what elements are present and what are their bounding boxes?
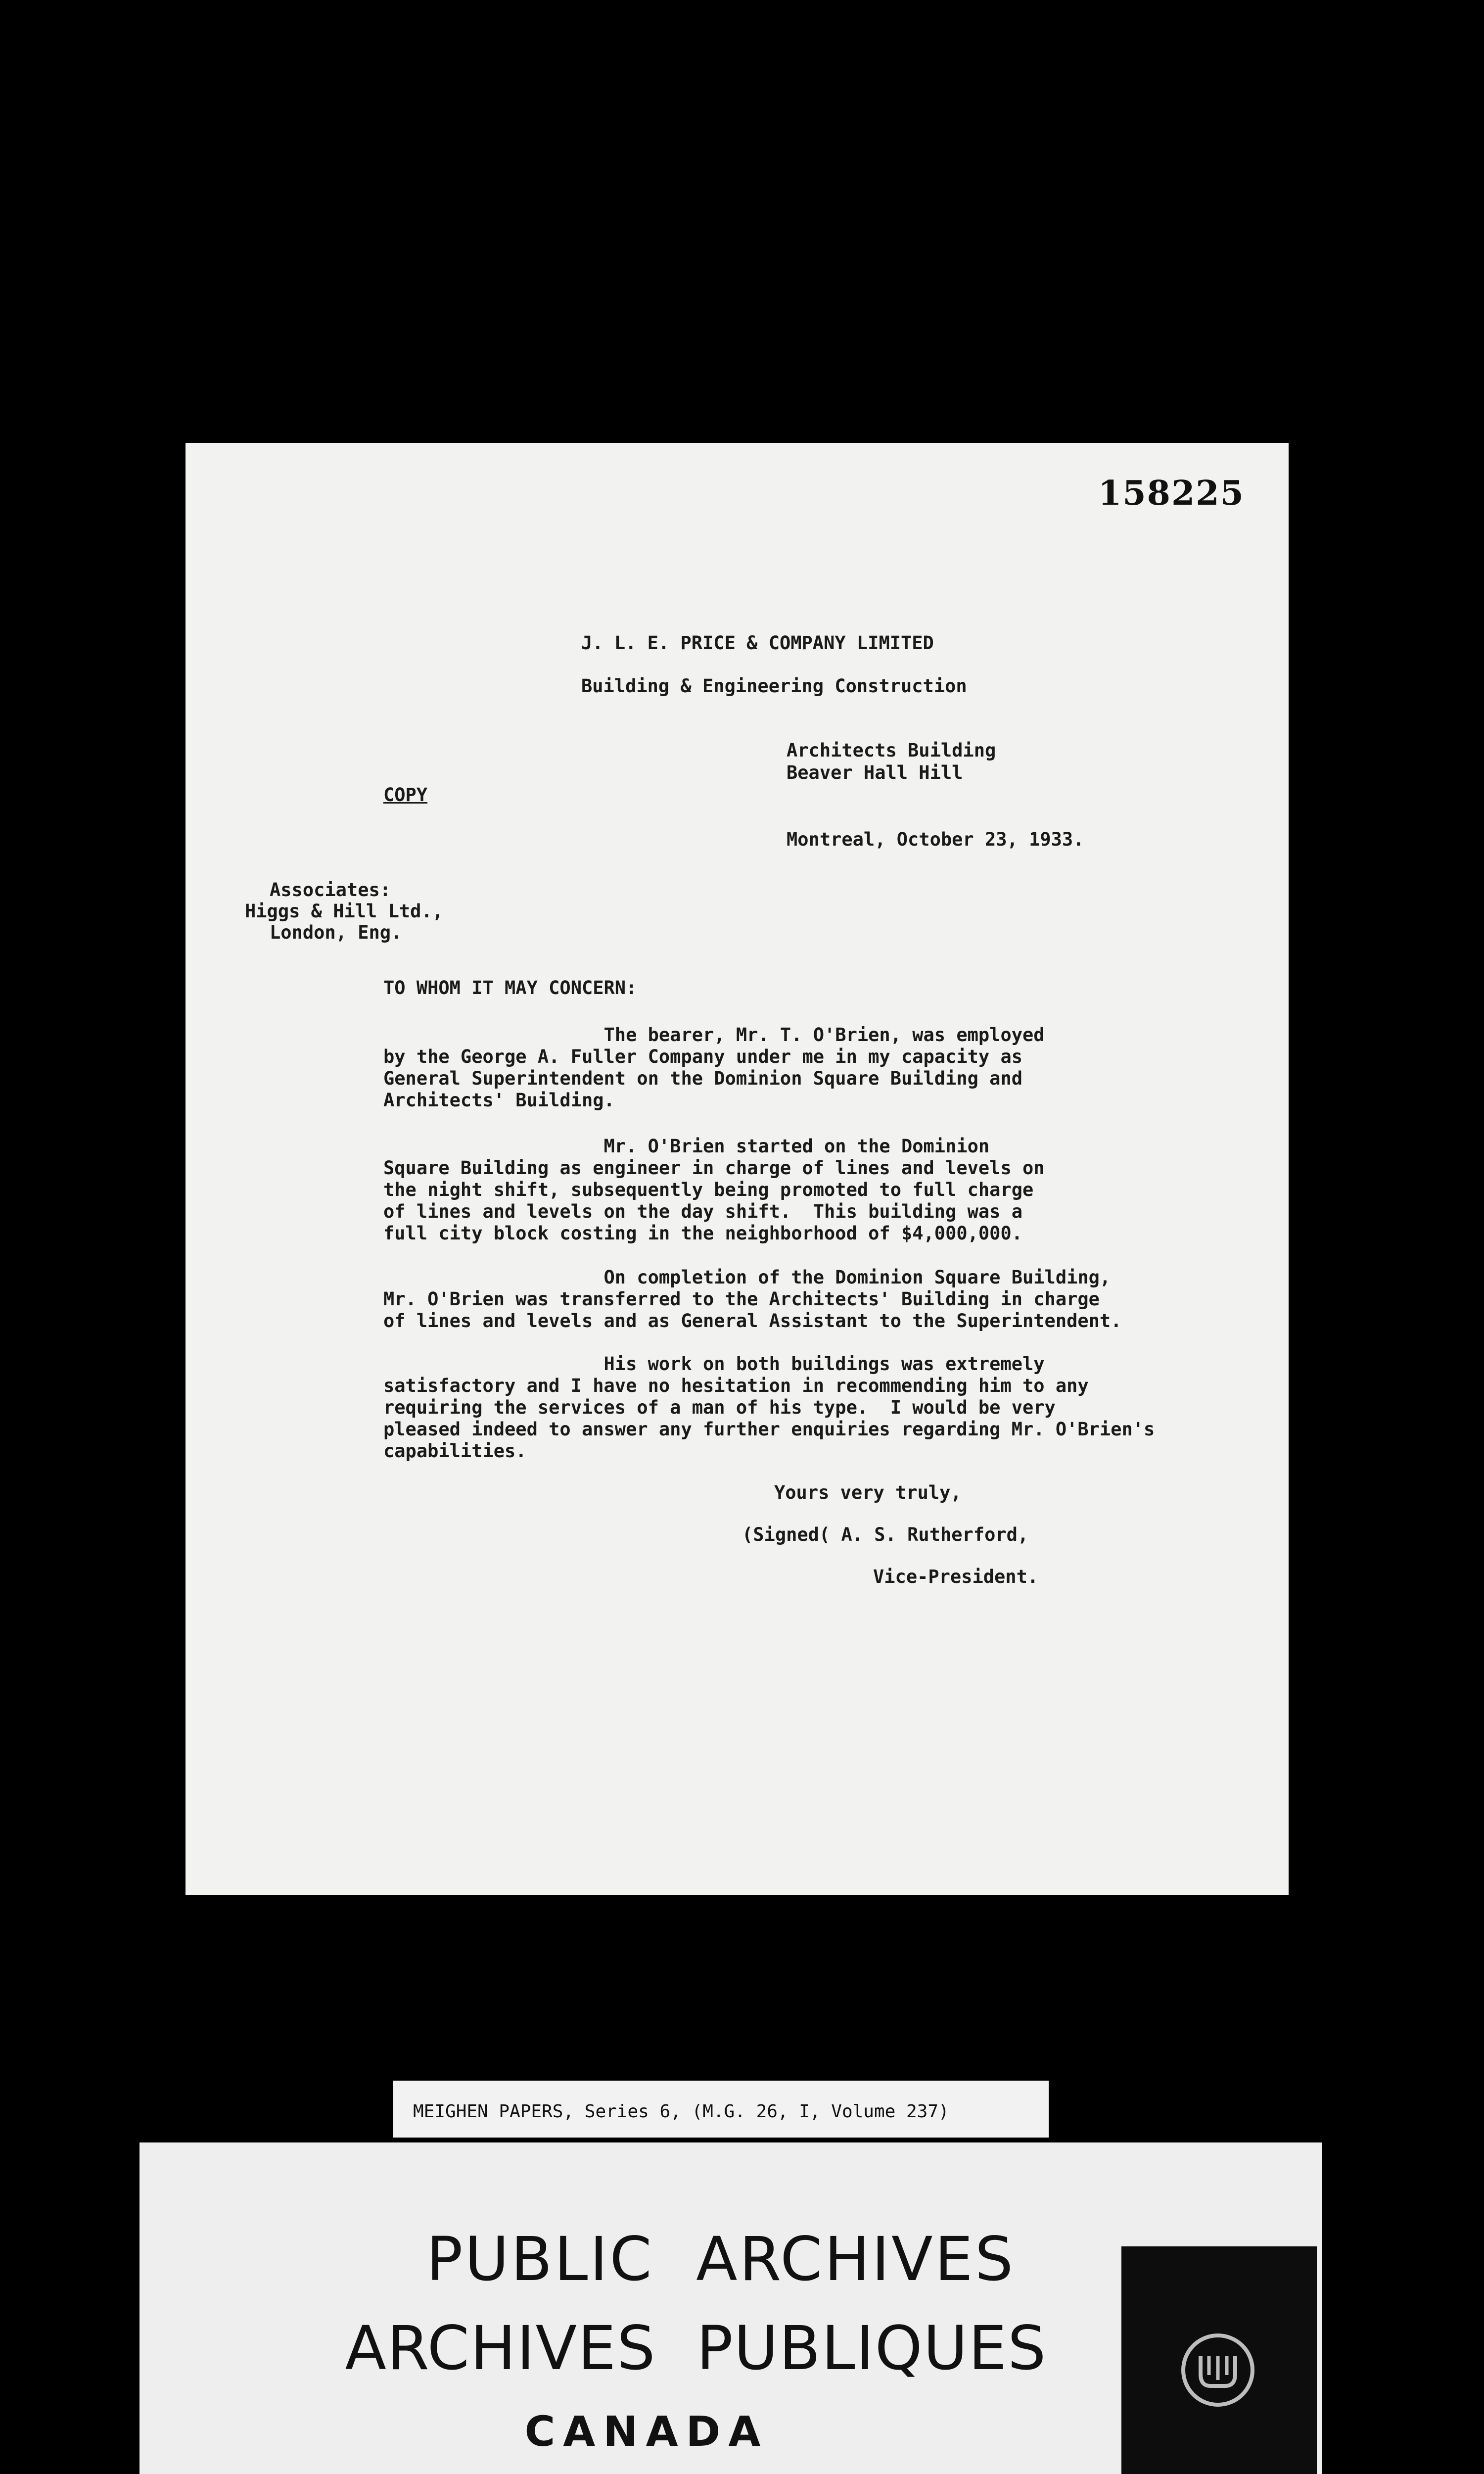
associates-company: Higgs & Hill Ltd., (245, 901, 443, 922)
paragraph-line: Mr. O'Brien was transferred to the Architects' Building in charge (383, 1288, 1100, 1310)
paragraph-line: General Superintendent on the Dominion Square Building and (383, 1068, 1023, 1089)
letter-sheet (186, 443, 1289, 1895)
paragraph-4 (383, 1353, 1224, 1462)
paragraph-line: satisfactory and I have no hesitation in recommending him to any (383, 1375, 1089, 1396)
signer-title: Vice-President. (873, 1566, 1039, 1587)
paragraph-line: capabilities. (383, 1440, 527, 1462)
closing: Yours very truly, (774, 1482, 962, 1503)
emblem-block (1121, 2246, 1317, 2474)
paragraph-line: of lines and levels and as General Assistant to the Superintendent. (383, 1310, 1122, 1332)
paragraph-1 (383, 1024, 1224, 1111)
paragraph-line: Architects' Building. (383, 1090, 615, 1111)
company-tagline: Building & Engineering Construction (581, 675, 967, 697)
archives-emblem-icon (1178, 2331, 1257, 2410)
paragraph-line: Mr. O'Brien started on the Dominion (383, 1136, 990, 1157)
address-line-1: Architects Building (787, 740, 996, 761)
letter-date: Montreal, October 23, 1933. (787, 829, 1084, 850)
paragraph-line: the night shift, subsequently being promoted to full charge (383, 1179, 1034, 1200)
paragraph-line: of lines and levels on the day shift. This building was a (383, 1201, 1023, 1222)
paragraph-line: The bearer, Mr. T. O'Brien, was employed (383, 1024, 1045, 1046)
archives-line-english: PUBLIC ARCHIVES (426, 2224, 1016, 2294)
paragraph-line: pleased indeed to answer any further enquiries regarding Mr. O'Brien's (383, 1419, 1155, 1440)
associates-label: Associates: (270, 879, 391, 901)
archives-line-french: ARCHIVES PUBLIQUES (345, 2313, 1047, 2383)
copy-label: COPY (383, 784, 428, 806)
paragraph-line: by the George A. Fuller Company under me in my capacity as (383, 1046, 1023, 1067)
paragraph-line: requiring the services of a man of his type. I would be very (383, 1397, 1056, 1418)
salutation: TO WHOM IT MAY CONCERN: (383, 977, 637, 999)
paragraph-line: On completion of the Dominion Square Building, (383, 1267, 1111, 1288)
paragraph-2 (383, 1136, 1224, 1244)
company-name: J. L. E. PRICE & COMPANY LIMITED (581, 632, 934, 654)
document-number: 158225 (1098, 474, 1245, 513)
associates-city: London, Eng. (270, 922, 402, 943)
reference-slip (393, 2081, 1049, 2138)
paragraph-line: full city block costing in the neighborhood of $4,000,000. (383, 1223, 1023, 1244)
signature-line: (Signed( A. S. Rutherford, (742, 1524, 1029, 1545)
archives-card (139, 2142, 1322, 2474)
paragraph-3 (383, 1267, 1224, 1332)
address-line-2: Beaver Hall Hill (787, 762, 963, 783)
archives-line-country: CANADA (524, 2407, 769, 2456)
paragraph-line: His work on both buildings was extremely (383, 1353, 1045, 1375)
reference-text: MEIGHEN PAPERS, Series 6, (M.G. 26, I, Volume 237) (413, 2101, 949, 2122)
paragraph-line: Square Building as engineer in charge of lines and levels on (383, 1157, 1045, 1179)
